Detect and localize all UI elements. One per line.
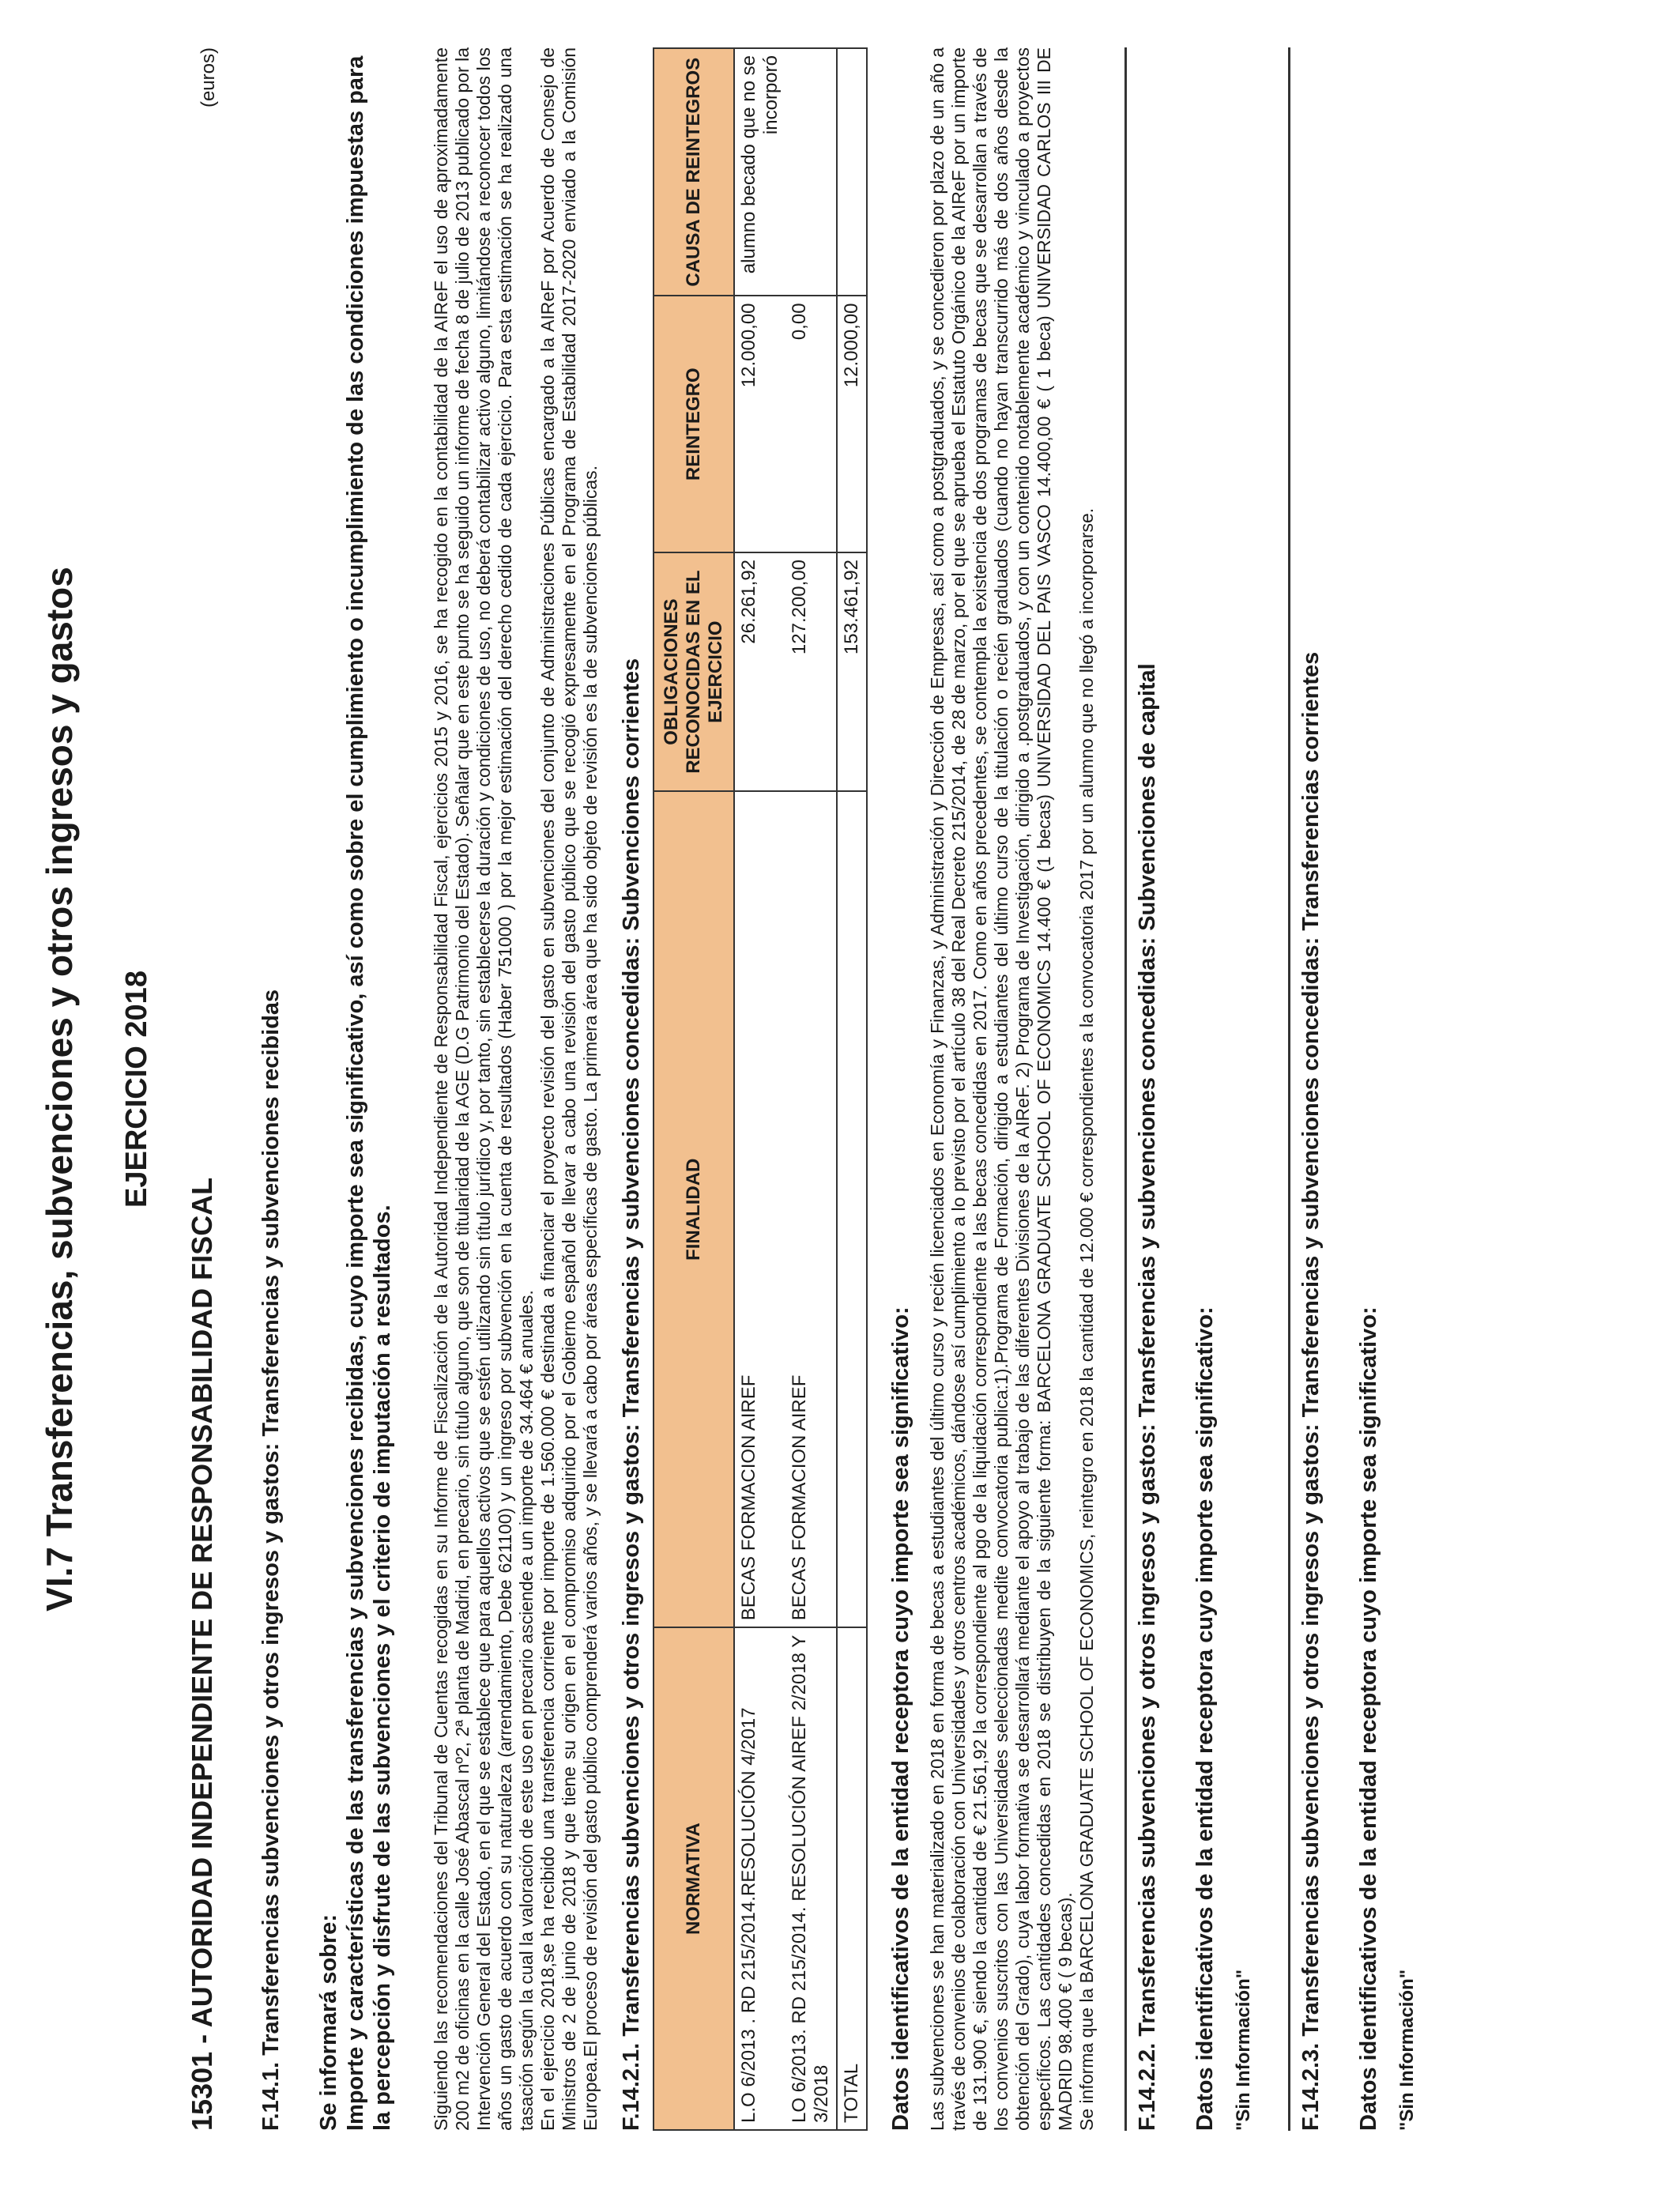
inform-label: Se informará sobre:	[316, 1914, 341, 2131]
recipient-body	[927, 47, 1098, 2131]
entity-name: 15301 - AUTORIDAD INDEPENDIENTE DE RESPONSABILIDAD FISCAL	[186, 1177, 218, 2131]
recipient-heading: Datos identificativos de la entidad receptora cuyo importe sea significativo:	[1356, 1306, 1381, 2131]
column-header: NORMATIVA	[654, 1627, 734, 2130]
table-cell: 153.461,92	[837, 552, 867, 791]
column-header: OBLIGACIONES RECONOCIDAS EN EL EJERCICIO	[654, 552, 734, 791]
table-header-row	[654, 48, 734, 2130]
table-row	[785, 48, 837, 2130]
no-info-text: "Sin Información"	[1396, 1969, 1418, 2131]
column-header: FINALIDAD	[654, 791, 734, 1627]
table-cell: 127.200,00	[785, 552, 837, 791]
inform-text: Importe y características de las transferencias y subvenciones recibidas, cuyo importe sea significativo, así como sobre el cumplimiento o incumplimiento de las condiciones impuestas para la percepción y disfrute de las subvenciones y el criterio de imputación a resultados.	[343, 55, 395, 2131]
table-cell: LO 6/2013. RD 215/2014. RESOLUCIÓN AIREF 2/2018 Y 3/2018	[785, 1627, 837, 2130]
table-cell	[785, 48, 837, 296]
table-cell	[837, 791, 867, 1627]
table-cell: TOTAL	[837, 1627, 867, 2130]
table-cell: 12.000,00	[734, 296, 785, 552]
column-header: REINTEGRO	[654, 296, 734, 552]
section-heading-f1421: F.14.2.1. Transferencias subvenciones y otros ingresos y gastos: Transferencias y subvenciones concedidas: Subvenciones corrientes	[619, 658, 644, 2131]
subsidies-table	[653, 47, 868, 2131]
paragraph: Se informa que la BARCELONA GRADUATE SCHOOL OF ECONOMICS, reintegro en 2018 la cantidad de 12.000 € correspondientes a la convocatoria 2017 por un alumno que no llegó a incorporarse.	[1076, 507, 1097, 2131]
table-cell: BECAS FORMACION AIREF	[734, 791, 785, 1627]
section-heading-f1423: F.14.2.3. Transferencias subvenciones y otros ingresos y gastos: Transferencias y subvenciones concedidas: Transferencias corrientes	[1298, 651, 1324, 2131]
column-header: CAUSA DE REINTEGROS	[654, 48, 734, 296]
exercise-year: EJERCICIO 2018	[120, 971, 153, 1208]
divider	[1124, 47, 1127, 2131]
table-cell: 0,00	[785, 296, 837, 552]
paragraph: En el ejercicio 2018,se ha recibido una transferencia corriente por importe de 1.560.000 € destinada a financiar el proyecto revisión del gasto en subvenciones del conjunto de Administraciones Públicas encargado a la AIReF por Acuerdo de Consejo de Ministros de 2 de junio de 2018 y que tiene su origen en el compromiso adquirido por el Gobierno español de llevar a cabo una revisión del gasto público que se recogió expresamente en el Programa de Estabilidad 2017-2020 enviado a la Comisión Europea.El proceso de revisión del gasto público comprenderá varios años, y se llevará a cabo por áreas específicas de gasto. La primera área que ha sido objeto de revisión es la de subvenciones públicas.	[537, 47, 601, 2131]
f141-body	[431, 47, 601, 2131]
table-cell: L.O 6/2013 . RD 215/2014.RESOLUCIÓN 4/2017	[734, 1627, 785, 2130]
currency-unit: (euros)	[198, 47, 219, 108]
table-cell: 26.261,92	[734, 552, 785, 791]
divider	[1288, 47, 1290, 2131]
recipient-heading: Datos identificativos de la entidad receptora cuyo importe sea significativo:	[888, 1306, 913, 2131]
paragraph: Las subvenciones se han materializado en 2018 en forma de becas a estudiantes del último curso y recién licenciados en Economía y Finanzas, y Administración y Dirección de Empresas, así como a postgraduados, y se concedieron por plazo de un año a través de convenios de colaboración con Universidades y otros centros académicos, dándose así cumplimiento a lo previsto por el artículo 38 del Real Decreto 215/2014, de 28 de marzo, por el que se aprueba el Estatuto Orgánico de la AIReF por un importe de 131.900 €, siendo la cantidad de € 21.561,92 la correspondiente al pgo de la liquidación correspondiente a las becas concedidas en 2017. Como en años precedentes, se contempla la existencia de dos programas de becas que se desarrollan a través de los convenios suscritos con las Universidades seleccionadas medite convocatoria publica:1).Programa de Formación, dirigido a estudiantes del último curso de la titulación o recién graduados (cuando no hayan transcurrido más de dos años desde la obtención del Grado), cuya labor formativa se desarrollará mediante el apoyo al trabajo de las diferentes Divisiones de la AIReF. 2) Programa de Investigación, dirigido a .postgraduados, y con un contenido notablemente académico y vinculado a proyectos específicos. Las cantidades concedidas en 2018 se distribuyen de la siguiente forma: BARCELONA GRADUATE SCHOOL OF ECONOMICS 14.400 € (1 becas) UNIVERSIDAD DEL PAIS VASCO 14.400,00 € ( 1 beca) UNIVERSIDAD CARLOS III DE MADRID 98.400 € ( 9 becas).	[927, 47, 1075, 2131]
table-cell: BECAS FORMACION AIREF	[785, 791, 837, 1627]
page-title: VI.7 Transferencias, subvenciones y otros ingresos y gastos	[39, 567, 80, 1612]
paragraph: Siguiendo las recomendaciones del Tribunal de Cuentas recogidas en su Informe de Fiscalización de la Autoridad Independiente de Responsabilidad Fiscal, ejercicios 2015 y 2016, se ha recogido en la contabilidad de la AIReF el uso de aproximadamente 200 m2 de oficinas en la calle José Abascal nº2, 2ª planta de Madrid, en precario, sin título alguno, que son de titularidad de la AGE (D.G Patrimonio del Estado). Señalar que en este punto se ha seguido un informe de fecha 8 de julio de 2013 publicado por la Intervención General del Estado, en el que se establece que para aquellos activos que se estén utilizando sin título jurídico y, por tanto, sin establecerse la duración y condiciones de uso, no deberá contabilizar activo alguno, limitándose a reconocer todos los años un gasto de acuerdo con su naturaleza (arrendamiento, Debe 621100) y un ingreso por subvención en la cuenta de resultados (Haber 751000 ) por la mejor estimación del derecho cedido de cada ejercicio. Para esta estimación se ha realizado una tasación según la cual la valoración de este uso en precario asciende a un importe de 34.464 € anuales.	[431, 47, 537, 2131]
table-total-row	[837, 48, 867, 2130]
table-row	[734, 48, 785, 2130]
table-cell: 12.000,00	[837, 296, 867, 552]
table-cell	[837, 48, 867, 296]
recipient-heading: Datos identificativos de la entidad receptora cuyo importe sea significativo:	[1192, 1306, 1218, 2131]
section-heading-f141: F.14.1. Transferencias subvenciones y otros ingresos y gastos: Transferencias y subvenciones recibidas	[258, 989, 284, 2131]
no-info-text: "Sin Información"	[1233, 1969, 1254, 2131]
table-cell: alumno becado que no se incorporó	[734, 48, 785, 296]
section-heading-f1422: F.14.2.2. Transferencias subvenciones y otros ingresos y gastos: Transferencias y subvenciones concedidas: Subvenciones de capital	[1135, 663, 1160, 2131]
